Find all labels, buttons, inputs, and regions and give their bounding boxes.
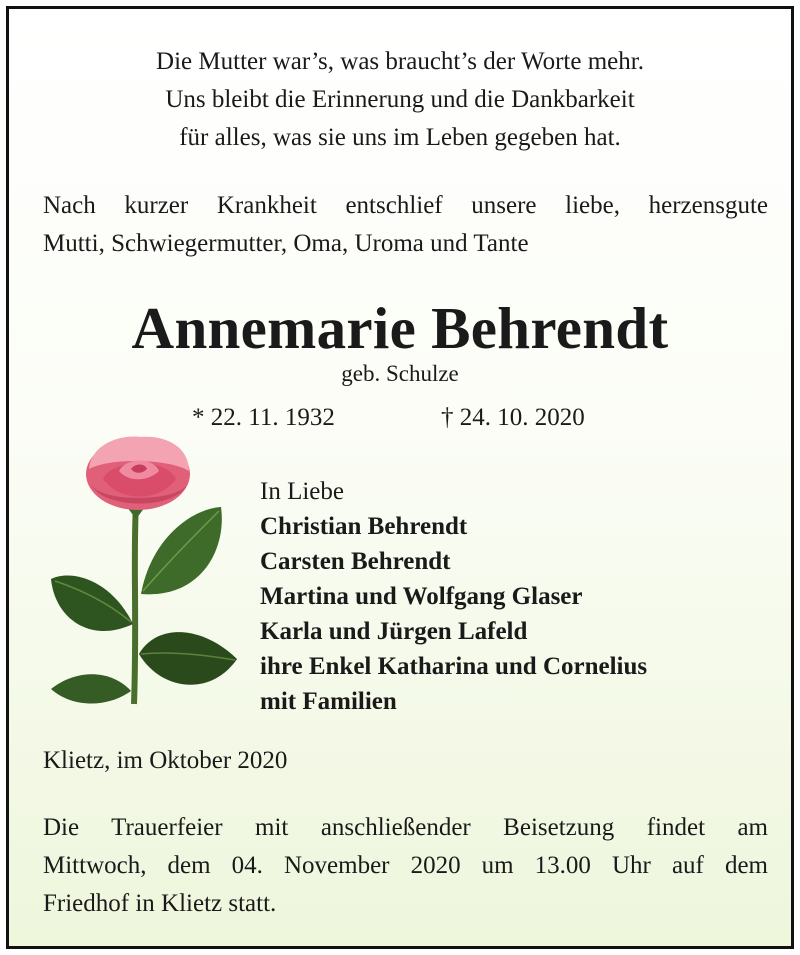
rose-bloom [86, 436, 190, 510]
poem-line: Uns bleibt die Erinnerung und die Dankbarkeit [165, 86, 635, 113]
obituary-notice [6, 6, 794, 949]
family-member: mit Familien [260, 688, 397, 715]
birth-date: * 22. 11. 1932 [192, 404, 335, 431]
family-member: Carsten Behrendt [260, 548, 451, 575]
rose-image [41, 429, 241, 709]
funeral-line: Die Trauerfeier mit anschließender Beisetzung findet am [43, 814, 768, 841]
rose-leaf [51, 674, 131, 703]
family-intro: In Liebe [260, 478, 344, 505]
deceased-name: Annemarie Behrendt [131, 295, 669, 361]
family-member: ihre Enkel Katharina und Cornelius [260, 653, 648, 680]
family-member: Christian Behrendt [260, 513, 468, 540]
family-member: Martina und Wolfgang Glaser [260, 583, 583, 610]
family-member: Karla und Jürgen Lafeld [260, 618, 528, 645]
memorial-poem [9, 43, 791, 157]
intro-line: Nach kurzer Krankheit entschlief unsere liebe, herzensgute [43, 192, 768, 219]
funeral-info [43, 809, 768, 923]
poem-line: für alles, was sie uns im Leben gegeben hat. [179, 124, 621, 151]
death-date: † 24. 10. 2020 [441, 404, 585, 431]
intro-line: Mutti, Schwiegermutter, Oma, Uroma und Tante [43, 230, 529, 257]
intro-text [43, 187, 768, 263]
funeral-line: Friedhof in Klietz statt. [43, 890, 277, 917]
maiden-name: geb. Schulze [341, 361, 459, 386]
family-signatures [260, 474, 647, 719]
rose-stem [134, 504, 136, 704]
place-date: Klietz, im Oktober 2020 [43, 747, 288, 774]
funeral-line: Mittwoch, dem 04. November 2020 um 13.00 Uhr auf dem [43, 852, 768, 879]
poem-line: Die Mutter war’s, was braucht’s der Worte mehr. [156, 48, 644, 75]
